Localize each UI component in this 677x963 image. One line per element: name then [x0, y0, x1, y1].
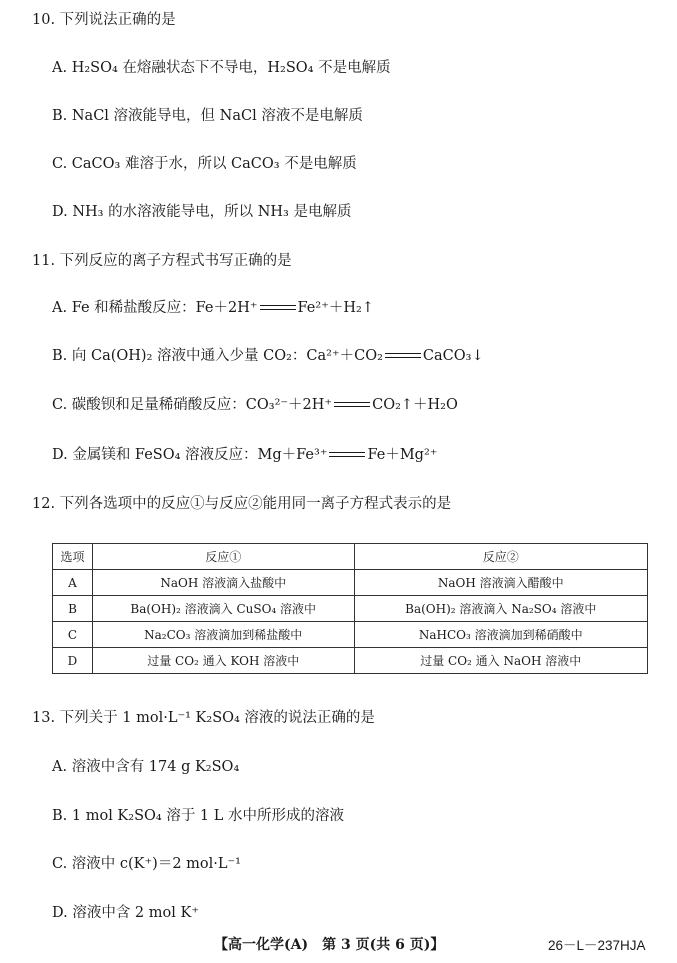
question-13-option-b: B. 1 mol K₂SO₄ 溶于 1 L 水中所形成的溶液 — [52, 808, 345, 824]
question-10-option-d: D. NH₃ 的水溶液能导电，所以 NH₃ 是电解质 — [52, 204, 352, 220]
equation-right: Fe＋Mg²⁺ — [367, 447, 438, 463]
equals-sign-icon — [385, 351, 421, 361]
table-cell: Ba(OH)₂ 溶液滴入 Na₂SO₄ 溶液中 — [354, 596, 648, 622]
equals-sign-icon — [334, 400, 370, 410]
question-10-stem: 10. 下列说法正确的是 — [32, 12, 176, 28]
equation-right: CaCO₃↓ — [422, 348, 484, 364]
question-11-option-d — [52, 447, 437, 464]
question-10-option-b: B. NaCl 溶液能导电，但 NaCl 溶液不是电解质 — [52, 108, 363, 124]
question-10-option-c: C. CaCO₃ 难溶于水，所以 CaCO₃ 不是电解质 — [52, 156, 357, 172]
table-header-cell: 反应② — [354, 544, 648, 570]
table-row — [53, 622, 648, 648]
equation-left: D. 金属镁和 FeSO₄ 溶液反应：Mg＋Fe³⁺ — [52, 447, 328, 463]
equation-left: B. 向 Ca(OH)₂ 溶液中通入少量 CO₂：Ca²⁺＋CO₂ — [52, 348, 383, 364]
equation-right: CO₂↑＋H₂O — [372, 397, 458, 413]
table-cell: 过量 CO₂ 通入 KOH 溶液中 — [92, 648, 354, 674]
table-row — [53, 596, 648, 622]
table-header-row — [53, 544, 648, 570]
question-11-option-b — [52, 348, 484, 365]
table-cell: D — [53, 648, 93, 674]
table-cell: B — [53, 596, 93, 622]
table-cell: NaOH 溶液滴入盐酸中 — [92, 570, 354, 596]
table-cell: Ba(OH)₂ 溶液滴入 CuSO₄ 溶液中 — [92, 596, 354, 622]
paper-code: 26－L－237HJA — [548, 938, 646, 953]
table-header-cell: 反应① — [92, 544, 354, 570]
question-13-stem: 13. 下列关于 1 mol·L⁻¹ K₂SO₄ 溶液的说法正确的是 — [32, 710, 375, 726]
table-cell: NaOH 溶液滴入醋酸中 — [354, 570, 648, 596]
question-11-stem: 11. 下列反应的离子方程式书写正确的是 — [32, 253, 292, 269]
question-11-option-a — [52, 300, 374, 317]
reaction-table — [52, 543, 648, 674]
table-cell: A — [53, 570, 93, 596]
table-cell: C — [53, 622, 93, 648]
table-row — [53, 570, 648, 596]
question-10-option-a: A. H₂SO₄ 在熔融状态下不导电，H₂SO₄ 不是电解质 — [52, 60, 391, 76]
table-header-cell: 选项 — [53, 544, 93, 570]
question-13-option-d: D. 溶液中含 2 mol K⁺ — [52, 905, 199, 921]
question-12-stem: 12. 下列各选项中的反应①与反应②能用同一离子方程式表示的是 — [32, 496, 452, 512]
question-13-option-a: A. 溶液中含有 174 g K₂SO₄ — [52, 759, 240, 775]
equation-left: C. 碳酸钡和足量稀硝酸反应：CO₃²⁻＋2H⁺ — [52, 397, 333, 413]
equation-left: A. Fe 和稀盐酸反应：Fe＋2H⁺ — [52, 300, 258, 316]
question-11-option-c — [52, 397, 458, 414]
equals-sign-icon — [260, 303, 296, 313]
page-footer: 【高一化学(A) 第 3 页(共 6 页)】 — [214, 937, 445, 953]
table-cell: NaHCO₃ 溶液滴加到稀硝酸中 — [354, 622, 648, 648]
table-cell: Na₂CO₃ 溶液滴加到稀盐酸中 — [92, 622, 354, 648]
equals-sign-icon — [329, 450, 365, 460]
equation-right: Fe²⁺＋H₂↑ — [297, 300, 374, 316]
table-row — [53, 648, 648, 674]
table-cell: 过量 CO₂ 通入 NaOH 溶液中 — [354, 648, 648, 674]
question-13-option-c: C. 溶液中 c(K⁺)＝2 mol·L⁻¹ — [52, 856, 241, 872]
